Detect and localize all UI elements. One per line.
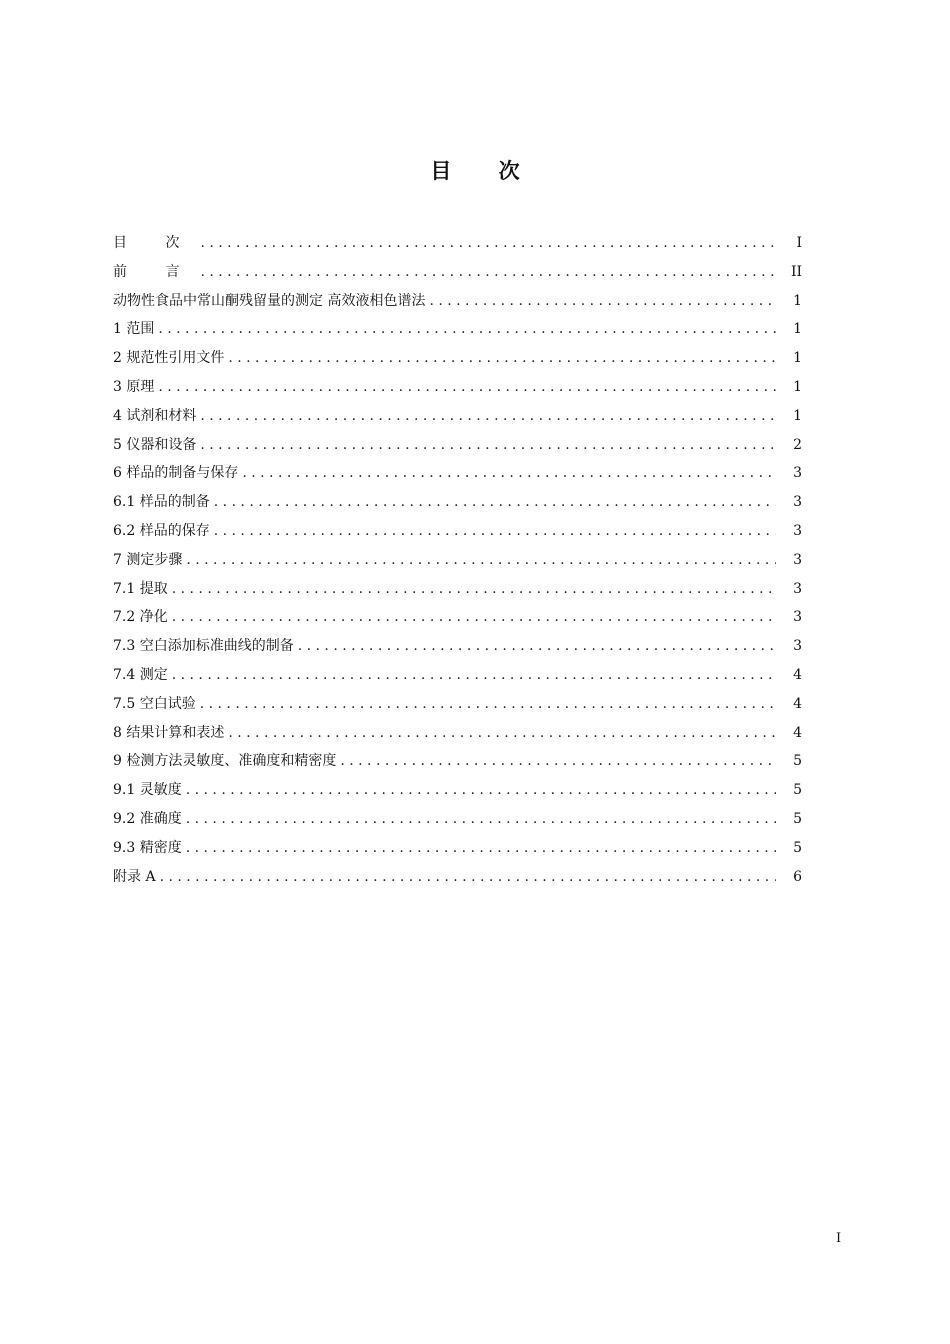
toc-entry[interactable] [113,517,802,546]
toc-dot-leader [200,229,776,258]
toc-entry-label: 1 范围 [113,321,155,338]
toc-entry[interactable] [113,719,802,748]
toc-entry-page: 1 [793,292,802,309]
toc-dot-leader [228,344,776,373]
toc-entry-page: 4 [793,666,802,683]
toc-entry-label: 动物性食品中常山酮残留量的测定 高效液相色谱法 [113,292,426,309]
toc-entry-page: 4 [793,695,802,712]
toc-entry-label: 4 试剂和材料 [113,407,197,424]
toc-dot-leader [200,258,776,287]
toc-entry-page: 3 [793,494,802,511]
toc-entry-page: 5 [793,839,802,856]
toc-entry-label: 9 检测方法灵敏度、准确度和精密度 [113,753,337,770]
toc-entry[interactable] [113,258,802,287]
toc-dot-leader [298,632,776,661]
toc-entry-page: II [790,263,802,280]
table-of-contents [113,229,802,891]
toc-dot-leader [429,287,776,316]
toc-entry-page: 4 [793,724,802,741]
toc-entry-label: 7.1 提取 [113,580,168,597]
toc-dot-leader [160,863,776,892]
toc-entry[interactable] [113,459,802,488]
toc-entry[interactable] [113,632,802,661]
toc-entry-page: 3 [793,580,802,597]
toc-entry-label: 目 次 [113,235,197,251]
toc-dot-leader [214,517,776,546]
toc-entry-page: 3 [793,551,802,568]
toc-entry-label: 9.2 准确度 [113,810,182,827]
toc-dot-leader [214,488,776,517]
toc-dot-leader [172,575,776,604]
toc-entry-label: 附录 A [113,868,156,885]
toc-entry-page: 5 [793,810,802,827]
toc-entry-label: 6.1 样品的制备 [113,494,210,511]
toc-dot-leader [158,373,776,402]
toc-entry[interactable] [113,863,802,892]
toc-dot-leader [186,546,776,575]
toc-dot-leader [200,431,776,460]
toc-entry-page: I [796,235,802,251]
toc-entry[interactable] [113,690,802,719]
toc-dot-leader [200,690,776,719]
toc-entry-label: 7 测定步骤 [113,551,183,568]
toc-entry[interactable] [113,431,802,460]
page-number: I [836,1231,842,1246]
toc-dot-leader [172,661,776,690]
toc-entry[interactable] [113,402,802,431]
toc-entry-page: 1 [793,321,802,338]
toc-entry[interactable] [113,575,802,604]
toc-dot-leader [242,459,776,488]
toc-entry[interactable] [113,805,802,834]
toc-entry[interactable] [113,488,802,517]
toc-entry-label: 8 结果计算和表述 [113,724,225,741]
toc-entry[interactable] [113,229,802,258]
toc-dot-leader [340,747,776,776]
toc-entry-label: 3 原理 [113,378,155,395]
toc-entry[interactable] [113,315,802,344]
toc-entry[interactable] [113,834,802,863]
toc-entry-label: 前 言 [113,263,197,280]
toc-entry[interactable] [113,747,802,776]
toc-entry-page: 3 [793,638,802,655]
toc-entry-page: 2 [793,436,802,453]
toc-entry-label: 9.3 精密度 [113,839,182,856]
toc-entry-page: 1 [793,378,802,395]
toc-entry-page: 3 [793,609,802,626]
page-title: 目 次 [430,159,540,183]
toc-entry-page: 5 [793,782,802,799]
toc-dot-leader [186,834,776,863]
toc-entry-label: 7.3 空白添加标准曲线的制备 [113,638,294,655]
toc-entry[interactable] [113,287,802,316]
toc-entry[interactable] [113,344,802,373]
toc-entry-page: 6 [793,868,802,885]
toc-entry[interactable] [113,776,802,805]
toc-dot-leader [186,776,776,805]
toc-entry-label: 6.2 样品的保存 [113,522,210,539]
toc-entry-page: 1 [793,407,802,424]
toc-entry-page: 1 [793,350,802,367]
toc-entry[interactable] [113,603,802,632]
toc-dot-leader [228,719,776,748]
toc-entry-label: 6 样品的制备与保存 [113,465,239,482]
toc-entry-label: 2 规范性引用文件 [113,350,225,367]
toc-dot-leader [186,805,776,834]
toc-entry-page: 5 [793,753,802,770]
toc-entry-label: 7.5 空白试验 [113,695,196,712]
toc-entry-label: 9.1 灵敏度 [113,782,182,799]
toc-entry-label: 5 仪器和设备 [113,436,197,453]
toc-dot-leader [158,315,776,344]
toc-entry-label: 7.4 测定 [113,666,168,683]
toc-dot-leader [172,603,776,632]
toc-dot-leader [200,402,776,431]
toc-entry[interactable] [113,373,802,402]
toc-entry-page: 3 [793,522,802,539]
toc-entry[interactable] [113,661,802,690]
toc-entry-page: 3 [793,465,802,482]
toc-entry[interactable] [113,546,802,575]
toc-entry-label: 7.2 净化 [113,609,168,626]
